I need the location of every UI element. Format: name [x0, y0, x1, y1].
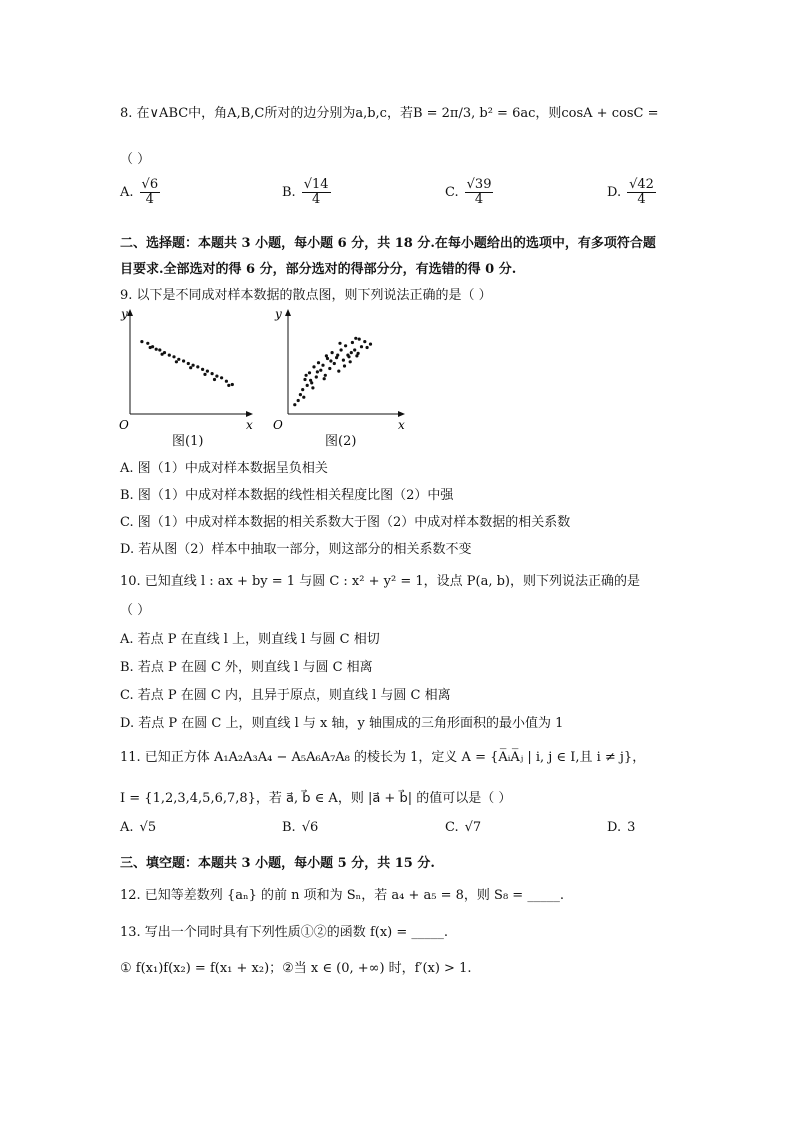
scatter-plot-2	[270, 305, 410, 430]
q13-stem: 13. 写出一个同时具有下列性质①②的函数 f(x) = _____.	[120, 925, 449, 940]
scatter-point	[357, 352, 360, 355]
q12-stem: 12. 已知等差数列 {aₙ} 的前 n 项和为 Sₙ，若 a₄ + a₅ = 8，则 S₈ = _____.	[120, 888, 564, 903]
scatter-points	[140, 340, 234, 387]
scatter-point	[321, 364, 324, 367]
scatter-point	[301, 388, 304, 391]
radicand: 14	[311, 177, 329, 192]
option-value: √5	[139, 820, 157, 835]
q13-line2: ① f(x₁)f(x₂) = f(x₁ + x₂)；②当 x ∈ (0, +∞) 时，f′(x) > 1.	[120, 961, 472, 976]
y-axis-arrow	[127, 309, 133, 316]
scatter-point	[201, 368, 204, 371]
denominator: 4	[145, 191, 154, 207]
scatter-point	[140, 340, 143, 343]
scatter-point	[192, 364, 195, 367]
q9-option-d[interactable]: D. 若从图（2）样本中抽取一部分，则这部分的相关系数不变	[120, 542, 472, 557]
fraction: $\frac{√42}{4}$	[629, 177, 654, 207]
scatter-point	[227, 384, 230, 387]
scatter-point	[302, 396, 305, 399]
q10-option-c[interactable]: C. 若点 P 在圆 C 内，且异于原点，则直线 l 与圆 C 相离	[120, 688, 451, 703]
option-value: 3	[627, 820, 636, 835]
scatter-point	[312, 365, 315, 368]
scatter-point	[168, 354, 171, 357]
radicand: 6	[149, 177, 159, 192]
scatter-point	[189, 366, 192, 369]
scatter-point	[149, 346, 152, 349]
option-letter: D.	[607, 820, 622, 835]
origin-label: O	[119, 418, 129, 430]
q11-option-d[interactable]	[607, 820, 635, 835]
scatter-point	[358, 338, 361, 341]
scatter-point	[175, 360, 178, 363]
scatter-point	[206, 370, 209, 373]
scatter-plot-1	[118, 305, 258, 430]
scatter-point	[366, 346, 369, 349]
scatter-points	[293, 337, 372, 407]
scatter-point	[350, 351, 353, 354]
scatter-point	[317, 361, 320, 364]
scatter-point	[347, 355, 350, 358]
scatter-point	[340, 348, 343, 351]
scatter-point	[311, 386, 314, 389]
q9-option-c[interactable]: C. 图（1）中成对样本数据的相关系数大于图（2）中成对样本数据的相关系数	[120, 515, 571, 530]
fraction: $\frac{√39}{4}$	[466, 177, 492, 207]
scatter-point	[297, 399, 300, 402]
q8-option-d[interactable]	[607, 178, 656, 206]
option-letter: A.	[120, 184, 134, 200]
q8-option-b[interactable]	[282, 178, 331, 206]
scatter-point	[353, 348, 356, 351]
option-letter: B.	[282, 184, 296, 200]
scatter-point	[333, 362, 336, 365]
section3-heading: 三、填空题：本题共 3 小题，每小题 5 分，共 15 分.	[120, 856, 435, 871]
q8-paren: （ ）	[120, 152, 151, 167]
scatter-point	[336, 354, 339, 357]
scatter-point	[211, 372, 214, 375]
option-value: √6	[301, 820, 319, 835]
scatter-point	[187, 362, 190, 365]
q10-option-b[interactable]: B. 若点 P 在圆 C 外，则直线 l 与圆 C 相离	[120, 660, 373, 675]
scatter-point	[319, 369, 322, 372]
scatter-point	[146, 342, 149, 345]
scatter-point	[343, 364, 346, 367]
scatter-point	[215, 375, 218, 378]
scatter-point	[316, 370, 319, 373]
y-label: y	[121, 307, 128, 321]
scatter-point	[338, 342, 341, 345]
scatter-point	[324, 374, 327, 377]
scatter-point	[225, 380, 228, 383]
x-label: x	[398, 418, 405, 430]
q10-option-d[interactable]: D. 若点 P 在圆 C 上，则直线 l 与 x 轴，y 轴围成的三角形面积的最小值为 1	[120, 716, 564, 731]
section2-line2: 目要求.全部选对的得 6 分，部分选对的得部分分，有选错的得 0 分.	[120, 262, 517, 277]
fraction: $\frac{√14}{4}$	[303, 177, 329, 207]
scatter-point	[308, 371, 311, 374]
scatter-point	[305, 374, 308, 377]
q10-option-a[interactable]: A. 若点 P 在直线 l 上，则直线 l 与圆 C 相切	[120, 632, 380, 647]
scatter-point	[158, 348, 161, 351]
radicand: 42	[637, 177, 654, 192]
scatter-point	[329, 359, 332, 362]
scatter-point	[155, 348, 158, 351]
option-letter: A.	[120, 820, 134, 835]
scatter-point	[309, 379, 312, 382]
q8-option-a[interactable]	[120, 178, 160, 206]
option-letter: C.	[445, 820, 459, 835]
x-label: x	[246, 418, 253, 430]
q8-stem-text: 8. 在∨ABC中，角A,B,C所对的边分别为a,b,c，若B = 2π/3, b² = 6ac，则cosA + cosC =	[120, 106, 659, 121]
scatter-point	[196, 365, 199, 368]
scatter-point	[231, 383, 234, 386]
q9-stem: 9. 以下是不同成对样本数据的散点图，则下列说法正确的是（ ）	[120, 288, 492, 303]
scatter-point	[220, 376, 223, 379]
scatter-point	[354, 337, 357, 340]
q10-stem: 10. 已知直线 l : ax + by = 1 与圆 C : x² + y² = 1，设点 P(a, b)，则下列说法正确的是	[120, 574, 640, 589]
option-value: √7	[464, 820, 482, 835]
q10-paren: （ ）	[120, 603, 151, 618]
scatter-point	[342, 359, 345, 362]
scatter-point	[177, 358, 180, 361]
option-letter: D.	[607, 184, 622, 200]
q11-line2: I = {1,2,3,4,5,6,7,8}，若 a⃗, b⃗ ∈ A，则 |a⃗ + b⃗| 的值可以是（ ）	[120, 791, 512, 806]
q11-stem: 11. 已知正方体 A₁A₂A₃A₄ − A₅A₆A₇A₈ 的棱长为 1，定义 A = {A̅ᵢA̅ⱼ | i, j ∈ I,且 i ≠ j}，	[120, 750, 646, 765]
scatter-point	[331, 351, 334, 354]
scatter-point	[306, 384, 309, 387]
origin-label: O	[273, 418, 283, 430]
fig2-caption: 图(2)	[325, 434, 357, 449]
scatter-point	[172, 355, 175, 358]
scatter-point	[323, 377, 326, 380]
scatter-point	[213, 378, 216, 381]
scatter-point	[344, 344, 347, 347]
q8-stem	[120, 102, 658, 121]
scatter-point	[369, 343, 372, 346]
radicand: 39	[474, 177, 492, 192]
denominator: 4	[474, 191, 484, 207]
q11-option-a[interactable]	[120, 820, 156, 835]
scatter-point	[363, 340, 366, 343]
q8-options	[120, 178, 680, 218]
q11-option-b[interactable]	[282, 820, 318, 835]
fig1-caption: 图(1)	[172, 434, 204, 449]
scatter-point	[325, 354, 328, 357]
scatter-point	[299, 393, 302, 396]
scatter-point	[328, 367, 331, 370]
y-axis-arrow	[285, 309, 291, 316]
x-axis-arrow	[246, 411, 253, 417]
scatter-point	[349, 360, 352, 363]
scatter-point	[203, 373, 206, 376]
option-letter: B.	[282, 820, 296, 835]
scatter-point	[303, 378, 306, 381]
scatter-point	[351, 341, 354, 344]
option-letter: C.	[445, 184, 459, 200]
scatter-point	[161, 353, 164, 356]
x-axis-arrow	[398, 411, 405, 417]
y-label: y	[275, 307, 282, 321]
q9-option-a[interactable]: A. 图（1）中成对样本数据呈负相关	[120, 461, 328, 476]
denominator: 4	[311, 191, 321, 207]
scatter-point	[360, 345, 363, 348]
scatter-point	[315, 375, 318, 378]
scatter-point	[182, 359, 185, 362]
denominator: 4	[637, 191, 646, 207]
scatter-point	[337, 370, 340, 373]
q11-option-c[interactable]	[445, 820, 481, 835]
q9-option-b[interactable]: B. 图（1）中成对样本数据的线性相关程度比图（2）中强	[120, 488, 454, 503]
scatter-point	[293, 403, 296, 406]
section2-line1: 二、选择题：本题共 3 小题，每小题 6 分，共 18 分.在每小题给出的选项中，有多项符合题	[120, 236, 656, 251]
fraction: $\frac{√6}{4}$	[141, 177, 159, 207]
q8-option-c[interactable]	[445, 178, 493, 206]
